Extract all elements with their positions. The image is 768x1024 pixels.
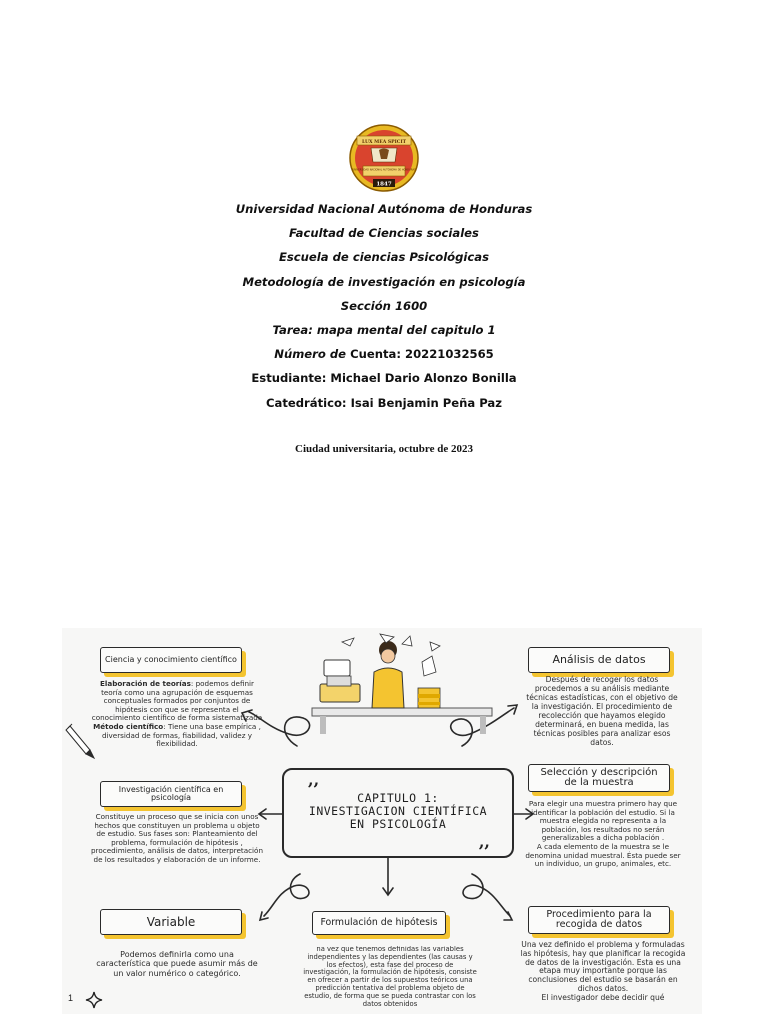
course-name: Metodología de investigación en psicología bbox=[242, 275, 526, 289]
desc-variable: Podemos definirla como una característica que puede asumir más de un valor numérico o categórico. bbox=[96, 950, 258, 978]
box-ciencia: Ciencia y conocimiento científico bbox=[100, 647, 242, 673]
account-label: Número de bbox=[274, 347, 347, 361]
seal-year: 1847 bbox=[376, 181, 392, 188]
desc-seleccion: Para elegir una muestra primero hay que identificar la población del estudio. Si la muestra elegida no representa a la población, los resultados no serán generalizables a dicha población . A cada elemento de la muestra se le denomina unidad muestral. Ésta puede ser un individuo, un grupo, animales, etc. bbox=[525, 800, 681, 869]
section-number: Sección 1600 bbox=[340, 299, 428, 313]
city-date: Ciudad universitaria, octubre de 2023 bbox=[295, 443, 473, 455]
professor-name: Catedrático: Isai Benjamin Peña Paz bbox=[266, 396, 502, 410]
desc-formulacion: na vez que tenemos definidas las variables independientes y las dependientes (las causas y los efectos), esta fase del proceso de investigación, la formulación de hipótesis, consiste en ofrecer a partir de los supuestos teóricos una predicción tentativa del problema objeto de estudio, de forma que se pueda contrastar con los datos obtenidos bbox=[303, 946, 477, 1008]
box-formulacion: Formulación de hipótesis bbox=[312, 911, 446, 935]
seal-banner-text: LUX MEA SPICIT bbox=[361, 140, 407, 145]
central-topic bbox=[282, 768, 514, 858]
seal-inner-text: UNIVERSIDAD NACIONAL AUTÓNOMA DE HONDURAS bbox=[352, 168, 416, 172]
quote-close: ,, bbox=[478, 832, 490, 851]
desc-ciencia bbox=[90, 680, 264, 764]
quote-open: ,, bbox=[308, 770, 320, 789]
university-seal-icon bbox=[349, 124, 419, 192]
desc-ciencia-text-2: : Tiene una base empírica , diversidad de formas, fiabilidad, validez y flexibilidad. bbox=[101, 721, 261, 749]
desc-ciencia-label-2: Método científico bbox=[93, 721, 164, 731]
student-name: Estudiante: Michael Dario Alonzo Bonilla bbox=[251, 371, 517, 385]
box-analisis: Análisis de datos bbox=[528, 647, 670, 673]
desc-ciencia-text-1: : podemos definir teoría como una agrupación de esquemas conceptuales formados por conjuntos de hipótesis con que se representa el conocimiento científico de forma sistematizada bbox=[91, 680, 263, 723]
university-name: Universidad Nacional Autónoma de Honduras bbox=[235, 202, 533, 216]
assignment-title: Tarea: mapa mental del capitulo 1 bbox=[272, 323, 496, 337]
box-seleccion: Selección y descripción de la muestra bbox=[528, 764, 670, 792]
desc-investigacion: Constituye un proceso que se inicia con unos hechos que constituyen un problema u objeto de estudio. Sus fases son: Planteamiento del problema, formulación de hipótesis , procedimiento, análisis de datos, interpretación de los resultados y elaboración de un informe. bbox=[91, 813, 263, 864]
sparkle-icon bbox=[84, 990, 104, 1010]
box-investigacion: Investigación científica en psicología bbox=[100, 781, 242, 807]
desc-ciencia-label-1: Elaboración de teorías bbox=[100, 680, 191, 688]
school-name: Escuela de ciencias Psicológicas bbox=[278, 250, 490, 264]
box-procedimiento: Procedimiento para la recogida de datos bbox=[528, 906, 670, 934]
central-title: CAPITULO 1: INVESTIGACION CIENTÍFICA EN PSICOLOGÍA bbox=[308, 791, 488, 831]
desc-analisis: Después de recoger los datos procedemos a su análisis mediante técnicas estadísticas, con el objetivo de la investigación. El procedimiento de recolección que hayamos elegido determinará, en buena medida, las técnicas posibles para analizar esos datos. bbox=[526, 675, 678, 747]
account-value: Cuenta: 20221032565 bbox=[350, 347, 494, 361]
desc-procedimiento: Una vez definido el problema y formuladas las hipótesis, hay que planificar la recogida de datos de la investigación. Esta es una etapa muy importante porque las conclusiones del estudio se basarán en dichos datos. El investigador debe decidir qué bbox=[520, 941, 686, 1002]
mind-map bbox=[62, 628, 702, 1014]
box-variable: Variable bbox=[100, 909, 242, 935]
faculty-name: Facultad de Ciencias sociales bbox=[289, 226, 479, 240]
account-number bbox=[0, 347, 768, 361]
page-number: 1 bbox=[68, 993, 74, 1003]
